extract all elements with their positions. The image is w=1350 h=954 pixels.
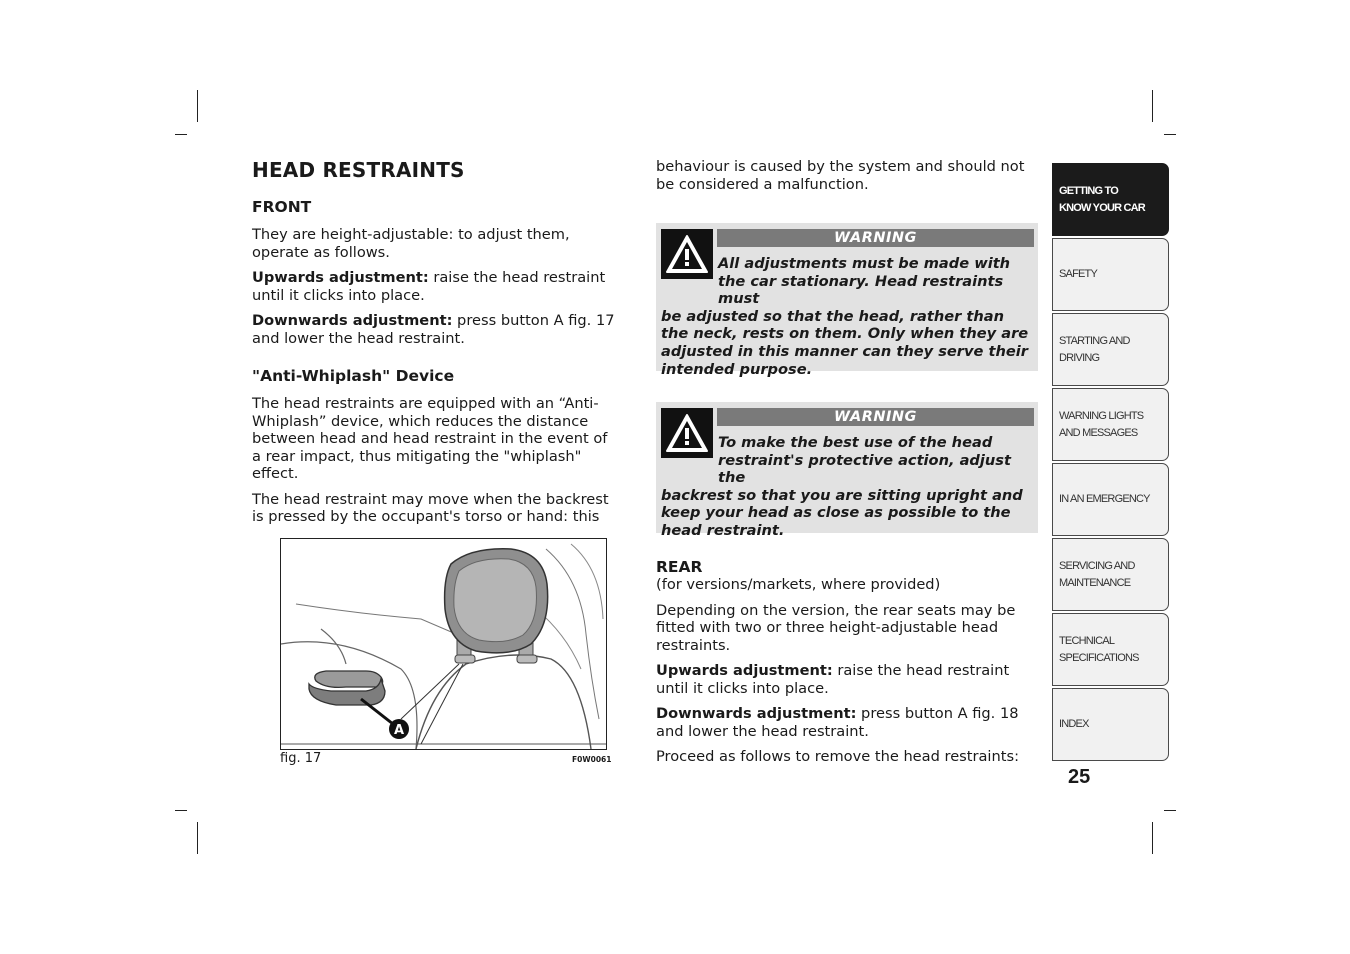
warning-heading-2: WARNING xyxy=(717,408,1034,426)
tab-getting-to-know-your-car[interactable] xyxy=(1052,163,1169,236)
anti-whiplash-heading: "Anti-Whiplash" Device xyxy=(252,367,455,385)
crop-mark xyxy=(175,810,187,811)
tab-in-an-emergency[interactable] xyxy=(1052,463,1169,536)
front-downwards xyxy=(252,312,618,347)
anti-whiplash-p1: The head restraints are equipped with an “Anti-Whiplash” device, which reduces the distance between head and head restraint in the event of a rear impact, thus mitigating the "whiplash" effect. xyxy=(252,395,608,482)
tab-label: SAFETY xyxy=(1059,268,1097,280)
downwards-text: press button A fig. 18 and lower the head restraint. xyxy=(656,705,1019,740)
front-heading: FRONT xyxy=(252,198,312,216)
page-title: HEAD RESTRAINTS xyxy=(252,158,465,182)
upwards-label: Upwards adjustment: xyxy=(656,662,833,679)
tab-safety[interactable] xyxy=(1052,238,1169,311)
left-column xyxy=(252,158,618,534)
tab-starting-and-driving[interactable] xyxy=(1052,313,1169,386)
tab-label: GETTING TO KNOW YOUR CAR xyxy=(1059,184,1145,214)
crop-mark xyxy=(1164,810,1176,811)
anti-whiplash-p2: The head restraint may move when the backrest is pressed by the occupant's torso or hand: this xyxy=(252,490,609,525)
rear-upwards xyxy=(656,662,1038,697)
tab-index[interactable] xyxy=(1052,688,1169,761)
warning-triangle-icon xyxy=(661,229,713,279)
warning-box-1 xyxy=(656,223,1038,378)
tab-technical-specifications[interactable] xyxy=(1052,613,1169,686)
tab-label: SERVICING AND MAINTENANCE xyxy=(1059,559,1135,589)
callout-a: A xyxy=(393,723,405,738)
rear-downwards xyxy=(656,705,1038,740)
rear-note: (for versions/markets, where provided) xyxy=(656,576,941,593)
upwards-text: raise the head restraint until it clicks into place. xyxy=(656,662,1010,697)
crop-mark xyxy=(197,822,198,854)
tab-label: STARTING AND DRIVING xyxy=(1059,334,1130,364)
continued-text: behaviour is caused by the system and should not be considered a malfunction. xyxy=(656,158,1025,193)
warning-text-1-intro: All adjustments must be made with the car stationary. Head restraints must xyxy=(718,255,1011,308)
rear-heading: REAR xyxy=(656,558,703,576)
tab-warning-lights[interactable] xyxy=(1052,388,1169,461)
downwards-label: Downwards adjustment: xyxy=(656,705,857,722)
remove-instructions: Proceed as follows to remove the head restraints: xyxy=(656,748,1019,765)
rear-intro: Depending on the version, the rear seats may be fitted with two or three height-adjustable head restraints. xyxy=(656,601,1016,654)
tab-label: TECHNICAL SPECIFICATIONS xyxy=(1059,634,1139,664)
chapter-tabs xyxy=(1052,163,1169,763)
warning-triangle-icon xyxy=(661,408,713,458)
tab-label: WARNING LIGHTS AND MESSAGES xyxy=(1059,409,1144,439)
tab-label: IN AN EMERGENCY xyxy=(1059,493,1150,505)
warning-text-2-rest: backrest so that you are sitting upright and keep your head as close as possible to the head restraint. xyxy=(661,486,1023,539)
front-upwards xyxy=(252,269,618,304)
warning-text-1 xyxy=(661,255,1034,378)
figure-label: fig. 17 xyxy=(280,751,322,766)
crop-mark xyxy=(175,134,187,135)
warning-text-1-rest: be adjusted so that the head, rather than the neck, rests on them. Only when they are adjusted in this manner can they serve their intended purpose. xyxy=(661,307,1029,378)
crop-mark xyxy=(1152,822,1153,854)
crop-mark xyxy=(197,90,198,122)
middle-column xyxy=(656,158,1038,774)
warning-text-2 xyxy=(661,434,1034,540)
tab-servicing[interactable] xyxy=(1052,538,1169,611)
warning-heading-1: WARNING xyxy=(717,229,1034,247)
upwards-text: raise the head restraint until it clicks into place. xyxy=(252,269,606,304)
warning-box-2 xyxy=(656,402,1038,539)
upwards-label: Upwards adjustment: xyxy=(252,269,429,286)
warning-text-2-intro: To make the best use of the head restraint's protective action, adjust the xyxy=(718,434,1011,487)
front-intro: They are height-adjustable: to adjust them, operate as follows. xyxy=(252,226,570,261)
page-number: 25 xyxy=(1068,766,1091,788)
head-restraint-illustration xyxy=(281,539,606,749)
crop-mark xyxy=(1164,134,1176,135)
downwards-label: Downwards adjustment: xyxy=(252,312,453,329)
crop-mark xyxy=(1152,90,1153,122)
tab-label: INDEX xyxy=(1059,718,1089,730)
downwards-text: press button A fig. 17 and lower the head restraint. xyxy=(252,312,615,347)
figure-17 xyxy=(280,538,607,750)
figure-code: F0W0061 xyxy=(572,755,612,764)
